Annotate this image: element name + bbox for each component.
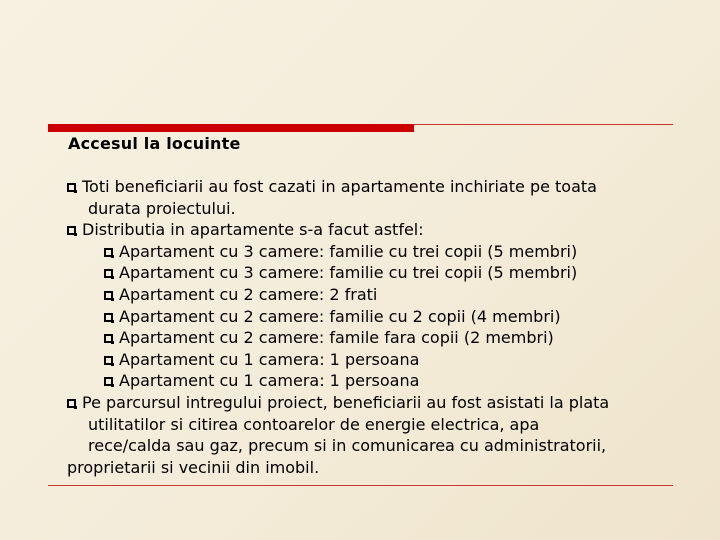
sub-list-item: Apartament cu 2 camere: familie cu 2 copii (4 membri)	[67, 306, 687, 328]
sub-list-item: Apartament cu 3 camere: familie cu trei copii (5 membri)	[67, 262, 687, 284]
list-item: Pe parcursul intregului proiect, beneficiarii au fost asistati la plata	[67, 392, 687, 414]
sub-list-item: Apartament cu 1 camera: 1 persoana	[67, 349, 687, 371]
checkbox-bullet-icon	[104, 334, 113, 343]
page-title: Accesul la locuinte	[68, 134, 241, 153]
checkbox-bullet-icon	[104, 291, 113, 300]
list-item-continuation: durata proiectului.	[88, 198, 236, 218]
checkbox-bullet-icon	[67, 399, 76, 408]
bottom-divider-line	[48, 485, 673, 486]
list-item-continuation: rece/calda sau gaz, precum si in comunicarea cu administratorii,	[88, 436, 607, 456]
checkbox-bullet-icon	[104, 313, 113, 322]
sub-list-item: Apartament cu 3 camere: familie cu trei copii (5 membri)	[67, 241, 687, 263]
checkbox-bullet-icon	[104, 377, 113, 386]
checkbox-bullet-icon	[67, 226, 76, 235]
list-item: Toti beneficiarii au fost cazati in apartamente inchiriate pe toata	[67, 176, 687, 198]
list-item-continuation: proprietarii si vecinii din imobil.	[67, 457, 320, 477]
sub-list-item: Apartament cu 1 camera: 1 persoana	[67, 370, 687, 392]
list-item: Distributia in apartamente s-a facut astfel:	[67, 219, 687, 241]
top-accent-bar	[48, 124, 414, 132]
body-text	[67, 176, 687, 478]
top-divider-line	[414, 124, 673, 125]
list-item-continuation: utilitatilor si citirea contoarelor de energie electrica, apa	[88, 414, 540, 434]
checkbox-bullet-icon	[104, 356, 113, 365]
checkbox-bullet-icon	[104, 248, 113, 257]
checkbox-bullet-icon	[104, 269, 113, 278]
sub-list-item: Apartament cu 2 camere: 2 frati	[67, 284, 687, 306]
checkbox-bullet-icon	[67, 183, 76, 192]
sub-list-item: Apartament cu 2 camere: famile fara copii (2 membri)	[67, 327, 687, 349]
